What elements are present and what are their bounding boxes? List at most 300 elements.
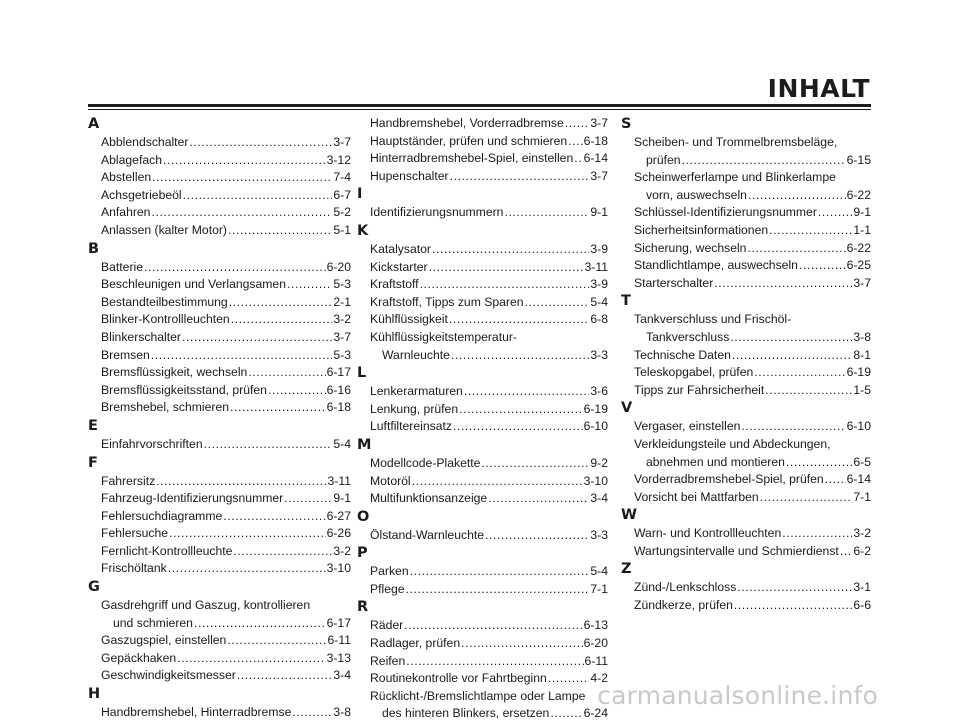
entry-line [101, 667, 351, 685]
index-entry[interactable] [357, 294, 608, 312]
leader-dots [754, 364, 845, 382]
index-entry[interactable] [621, 204, 871, 222]
entry-page: 6-10 [583, 419, 608, 434]
entry-text: Bremsflüssigkeitsstand, prüfen [101, 382, 267, 397]
index-section [357, 364, 608, 436]
index-entry[interactable] [88, 169, 351, 187]
index-entry[interactable] [88, 667, 351, 685]
index-entry[interactable] [88, 382, 351, 400]
section-letter: K [357, 222, 369, 239]
index-entry[interactable] [621, 579, 871, 597]
leader-dots [177, 650, 325, 668]
entry-text: Teleskopgabel, prüfen [634, 365, 754, 380]
entry-page: 6-11 [584, 653, 608, 668]
entry-line [370, 563, 608, 581]
section-letter: B [88, 240, 100, 257]
index-entry[interactable] [621, 418, 871, 436]
entry-page: 6-27 [326, 508, 351, 523]
entry-page: 6-17 [326, 365, 351, 380]
index-entry[interactable] [88, 650, 351, 668]
entry-line [101, 152, 351, 170]
index-entry[interactable] [88, 525, 351, 543]
entry-text: Kraftstoff, Tipps zum Sparen [370, 294, 524, 309]
entry-line [370, 150, 608, 168]
entry-text: Bremsflüssigkeit, wechseln [101, 365, 248, 380]
entry-page: 6-22 [846, 187, 871, 202]
entry-text: Vorderradbremshebel-Spiel, prüfen [634, 472, 824, 487]
entry-page: 9-1 [853, 205, 871, 220]
entry-page: 6-15 [846, 152, 871, 167]
index-entry[interactable] [621, 471, 871, 489]
entry-text: Hupenschalter [370, 168, 449, 183]
section-letter: T [621, 293, 631, 310]
index-entry[interactable] [88, 490, 351, 508]
entry-page: 9-2 [590, 455, 608, 470]
index-entry[interactable] [88, 473, 351, 491]
leader-dots [732, 347, 852, 365]
entry-text: Hauptständer, prüfen und schmieren [370, 133, 568, 148]
index-entry[interactable] [357, 635, 608, 653]
entry-line [634, 418, 871, 436]
leader-dots [404, 617, 582, 635]
leader-dots [429, 259, 584, 277]
index-entry[interactable] [621, 134, 871, 169]
leader-dots [152, 169, 332, 187]
leader-dots [156, 473, 326, 491]
entry-text: Räder [370, 618, 404, 633]
entry-line [370, 401, 608, 419]
entry-text: Scheinwerferlampe und Blinkerlampe [634, 170, 836, 185]
index-entry[interactable] [88, 152, 351, 170]
index-section [621, 292, 871, 399]
entry-text: Vorsicht bei Mattfarben [634, 489, 759, 504]
entry-text: Routinekontrolle vor Fahrtbeginn [370, 671, 547, 686]
entry-text: Vergaser, einstellen [634, 419, 741, 434]
entry-text: Warn- und Kontrollleuchten [634, 526, 782, 541]
entry-text: Fehlersuche [101, 526, 169, 541]
entry-line [101, 525, 351, 543]
leader-dots [268, 382, 326, 400]
entry-line [634, 382, 871, 400]
index-entry[interactable] [621, 489, 871, 507]
index-entry[interactable] [88, 294, 351, 312]
index-entry[interactable] [357, 563, 608, 581]
entry-text-continued: prüfen [646, 152, 681, 167]
entry-text: Lenkerarmaturen [370, 384, 463, 399]
entry-page: 6-11 [327, 633, 351, 648]
index-section [357, 508, 608, 545]
index-section [88, 454, 351, 579]
entry-line [101, 294, 351, 312]
index-entry[interactable] [621, 436, 871, 471]
entry-page: 6-18 [326, 400, 351, 415]
entry-line [370, 635, 608, 653]
entry-text-continued: des hinteren Blinkers, ersetzen [382, 706, 550, 721]
leader-dots [406, 653, 583, 671]
entry-text: Zünd-/Lenkschloss [634, 580, 737, 595]
index-entry[interactable] [357, 115, 608, 133]
index-entry[interactable] [357, 527, 608, 545]
entry-line [370, 705, 608, 723]
entry-page: 6-5 [853, 454, 871, 469]
index-entry[interactable] [357, 653, 608, 671]
entry-line [101, 704, 351, 722]
index-entry[interactable] [357, 329, 608, 364]
entry-line [370, 204, 608, 222]
entry-text: Scheiben- und Trommelbremsbeläge, [634, 135, 838, 149]
entry-line [634, 489, 871, 507]
entry-text: Modellcode-Plakette [370, 455, 481, 470]
entry-page: 3-2 [853, 526, 871, 541]
entry-page: 9-1 [333, 491, 351, 506]
entry-line [101, 329, 351, 347]
entry-text-continued: und schmieren [113, 615, 193, 630]
entry-page: 3-4 [333, 668, 351, 683]
index-entry[interactable] [621, 543, 871, 561]
index-section [357, 544, 608, 598]
entry-page: 3-8 [333, 705, 351, 720]
leader-dots [284, 490, 332, 508]
index-entry[interactable] [88, 276, 351, 294]
index-entry[interactable] [88, 311, 351, 329]
index-entry[interactable] [88, 632, 351, 650]
entry-text: Beschleunigen und Verlangsamen [101, 277, 286, 292]
section-letter: R [357, 599, 369, 616]
leader-dots [565, 115, 590, 133]
entry-line [634, 222, 871, 240]
leader-dots [292, 704, 332, 722]
entry-line [101, 259, 351, 277]
entry-page: 5-3 [333, 277, 351, 292]
index-section [621, 399, 871, 506]
entry-line [370, 276, 608, 294]
index-entry[interactable] [357, 581, 608, 599]
entry-line [101, 543, 351, 561]
leader-dots [730, 329, 852, 347]
entry-page: 7-4 [333, 170, 351, 185]
section-letter: M [357, 436, 372, 453]
entry-text: Hinterradbremshebel-Spiel, einstellen [370, 151, 574, 166]
index-section [357, 598, 608, 723]
leader-dots [488, 490, 589, 508]
index-entry[interactable] [621, 257, 871, 275]
entry-text: Pflege [370, 581, 405, 596]
entry-text: Rücklicht-/Bremslichtlampe oder Lampe [370, 688, 586, 703]
index-section [88, 417, 351, 454]
entry-text: Bestandteilbestimmung [101, 294, 228, 309]
index-section [88, 240, 351, 417]
index-entry[interactable] [88, 222, 351, 240]
index-entry[interactable] [357, 670, 608, 688]
section-letter: H [88, 686, 101, 703]
index-entry[interactable] [357, 259, 608, 277]
entry-line [370, 581, 608, 599]
entry-page: 3-7 [590, 116, 608, 130]
entry-page: 3-3 [590, 527, 608, 542]
index-entry[interactable] [88, 364, 351, 382]
entry-text: Fehlersuchdiagramme [101, 508, 223, 523]
entry-line [101, 187, 351, 205]
leader-dots [231, 311, 333, 329]
leader-dots [568, 133, 582, 151]
leader-dots [169, 525, 326, 543]
entry-page: 9-1 [590, 205, 608, 220]
page-title: INHALT [767, 74, 870, 103]
index-entry[interactable] [357, 168, 608, 186]
entry-text: Luftfiltereinsatz [370, 419, 452, 434]
leader-dots [734, 597, 852, 615]
entry-line [370, 455, 608, 473]
entry-text: Wartungsintervalle und Schmierdienst [634, 543, 839, 558]
entry-text: Kickstarter [370, 259, 428, 274]
entry-page: 5-4 [333, 436, 351, 451]
entry-page: 6-18 [583, 133, 608, 148]
index-entry[interactable] [357, 401, 608, 419]
index-entry[interactable] [621, 347, 871, 365]
entry-line [101, 490, 351, 508]
leader-dots [151, 347, 333, 365]
index-entry[interactable] [357, 133, 608, 151]
index-section [88, 685, 351, 722]
entry-text: Tankverschluss und Frischöl- [634, 312, 792, 327]
entry-page: 5-4 [590, 564, 608, 579]
index-entry[interactable] [357, 418, 608, 436]
leader-dots [461, 635, 582, 653]
index-entry[interactable] [357, 490, 608, 508]
entry-page: 3-7 [590, 168, 608, 183]
leader-dots [228, 222, 332, 240]
entry-line [101, 276, 351, 294]
leader-dots [189, 134, 332, 152]
entry-page: 1-1 [853, 222, 871, 237]
index-entry[interactable] [88, 508, 351, 526]
entry-page: 3-11 [327, 473, 351, 488]
leader-dots [782, 525, 852, 543]
leader-dots [204, 436, 333, 454]
entry-text: Motoröl [370, 473, 411, 488]
entry-line [101, 311, 351, 329]
entry-text: Frischöltank [101, 561, 167, 576]
leader-dots [287, 276, 332, 294]
section-letter: V [621, 400, 633, 417]
index-entry[interactable] [357, 383, 608, 401]
entry-text: Blinkerschalter [101, 329, 181, 344]
leader-dots [574, 150, 582, 168]
entry-page: 3-9 [590, 241, 608, 256]
entry-page: 6-14 [583, 151, 608, 166]
entry-text: Bremshebel, schmieren [101, 400, 230, 415]
index-entry[interactable] [357, 473, 608, 491]
entry-page: 3-12 [326, 152, 351, 167]
entry-page: 3-8 [853, 329, 871, 344]
index-entry[interactable] [357, 455, 608, 473]
entry-line [370, 473, 608, 491]
entry-text: Katalysator [370, 241, 431, 256]
leader-dots [451, 347, 589, 365]
entry-line [370, 241, 608, 259]
entry-page: 3-3 [590, 347, 608, 362]
entry-text: Anfahren [101, 205, 151, 220]
index-entry[interactable] [357, 276, 608, 294]
entry-line [101, 473, 351, 491]
index-entry[interactable] [88, 560, 351, 578]
index-entry[interactable] [357, 150, 608, 168]
index-entry[interactable] [621, 311, 871, 346]
entry-text: Anlassen (kalter Motor) [101, 222, 227, 237]
index-entry[interactable] [621, 597, 871, 615]
entry-line [634, 471, 871, 489]
index-entry[interactable] [88, 329, 351, 347]
entry-line [370, 527, 608, 545]
entry-line [101, 560, 351, 578]
leader-dots [227, 632, 326, 650]
entry-line [634, 597, 871, 615]
index-section [357, 436, 608, 508]
entry-page: 6-7 [333, 187, 351, 202]
entry-line [370, 294, 608, 312]
entry-text: Blinker-Kontrollleuchten [101, 312, 230, 327]
entry-page: 3-6 [590, 384, 608, 399]
section-letter: S [621, 116, 632, 132]
leader-dots [223, 508, 325, 526]
title-rule [88, 104, 871, 107]
entry-line [101, 436, 351, 454]
section-letter: Z [621, 561, 632, 578]
entry-text: Handbremshebel, Hinterradbremse [101, 705, 292, 720]
title-rule-thin [88, 109, 871, 110]
entry-text: Ablagefach [101, 152, 162, 167]
entry-line [634, 152, 871, 170]
leader-dots [406, 581, 590, 599]
entry-text: Batterie [101, 259, 144, 274]
entry-page: 3-9 [590, 277, 608, 292]
leader-dots [464, 383, 590, 401]
entry-page: 6-19 [583, 401, 608, 416]
leader-dots [840, 543, 853, 561]
index-entry[interactable] [357, 204, 608, 222]
entry-text: Kühlflüssigkeitstemperatur- [370, 329, 517, 344]
entry-line [370, 617, 608, 635]
index-entry[interactable] [357, 311, 608, 329]
entry-page: 7-1 [590, 581, 608, 596]
entry-text: Parken [370, 564, 409, 579]
index-entry[interactable] [88, 187, 351, 205]
entry-page: 6-10 [846, 419, 871, 434]
leader-dots [504, 204, 589, 222]
entry-page: 3-7 [853, 275, 871, 290]
entry-line [370, 168, 608, 186]
index-entry[interactable] [621, 382, 871, 400]
entry-line [101, 222, 351, 240]
entry-text: Fernlicht-Kontrollleuchte [101, 543, 233, 558]
leader-dots [412, 473, 583, 491]
entry-text: Abblendschalter [101, 135, 189, 149]
index-entry[interactable] [88, 543, 351, 561]
index-entry[interactable] [621, 240, 871, 258]
index-entry[interactable] [88, 134, 351, 152]
index-entry[interactable] [88, 399, 351, 417]
leader-dots [741, 418, 845, 436]
leader-dots [765, 382, 852, 400]
entry-text: Ölstand-Warnleuchte [370, 527, 485, 542]
leader-dots [229, 294, 333, 312]
entry-line [101, 508, 351, 526]
entry-text-continued: Tankverschluss [646, 329, 730, 344]
leader-dots [449, 311, 589, 329]
entry-page: 3-2 [333, 312, 351, 327]
index-entry[interactable] [621, 169, 871, 204]
leader-dots [525, 294, 590, 312]
entry-text: Gaszugspiel, einstellen [101, 633, 227, 648]
section-letter: G [88, 579, 100, 596]
entry-page: 3-1 [853, 580, 871, 595]
leader-dots [825, 471, 846, 489]
index-entry[interactable] [357, 617, 608, 635]
entry-line [634, 240, 871, 258]
entry-text: Fahrzeug-Identifizierungsnummer [101, 491, 284, 506]
index-entry[interactable] [88, 204, 351, 222]
index-entry[interactable] [88, 597, 351, 632]
entry-page: 6-8 [590, 312, 608, 327]
leader-dots [548, 670, 590, 688]
leader-dots [747, 240, 845, 258]
leader-dots [799, 257, 846, 275]
index-entry[interactable] [88, 347, 351, 365]
entry-text: Reifen [370, 653, 406, 668]
leader-dots [737, 579, 852, 597]
index-entry[interactable] [621, 275, 871, 293]
entry-page: 3-7 [333, 329, 351, 344]
entry-text: Standlichtlampe, auswechseln [634, 258, 798, 273]
entry-page: 3-13 [326, 650, 351, 665]
index-entry[interactable] [357, 241, 608, 259]
leader-dots [550, 705, 582, 723]
leader-dots [183, 187, 333, 205]
index-entry[interactable] [88, 259, 351, 277]
index-section [621, 506, 871, 560]
entry-line [634, 543, 871, 561]
watermark: carmanualsonline.info [597, 681, 878, 710]
entry-line [101, 615, 351, 633]
entry-line [101, 650, 351, 668]
index-column-2 [357, 115, 608, 723]
index-entry[interactable] [88, 436, 351, 454]
index-entry[interactable] [621, 222, 871, 240]
leader-dots [432, 241, 589, 259]
index-column-1 [88, 115, 351, 722]
leader-dots [485, 527, 589, 545]
entry-text: Sicherheitsinformationen [634, 222, 769, 237]
entry-page: 8-1 [853, 347, 871, 362]
entry-text: Geschwindigkeitsmesser [101, 668, 236, 683]
index-entry[interactable] [88, 704, 351, 722]
entry-text: Radlager, prüfen [370, 636, 461, 651]
index-entry[interactable] [621, 364, 871, 382]
leader-dots [230, 399, 326, 417]
entry-page: 5-2 [333, 205, 351, 220]
entry-text: Handbremshebel, Vorderradbremse [370, 116, 564, 130]
section-letter: E [88, 417, 98, 434]
leader-dots [163, 152, 326, 170]
index-section [621, 115, 871, 292]
entry-text-continued: abnehmen und montieren [646, 454, 785, 469]
entry-page: 2-1 [333, 294, 351, 309]
entry-text: Sicherung, wechseln [634, 240, 747, 255]
entry-page: 6-22 [846, 240, 871, 255]
index-entry[interactable] [621, 525, 871, 543]
entry-line [634, 257, 871, 275]
entry-page: 3-10 [583, 473, 608, 488]
